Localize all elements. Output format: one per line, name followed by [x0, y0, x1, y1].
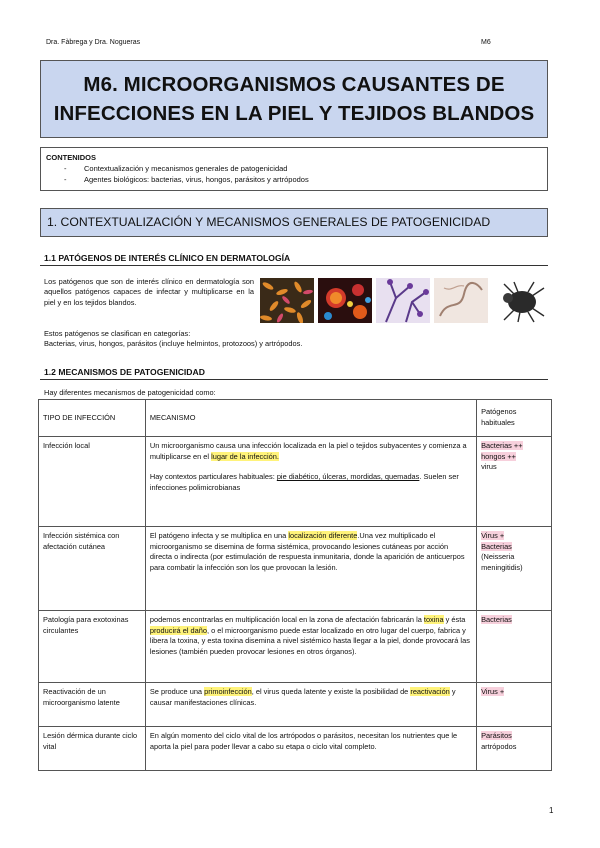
- subsection-1-1-heading: 1.1 PATÓGENOS DE INTERÉS CLÍNICO EN DERMATOLOGÍA: [44, 253, 291, 263]
- pathogen-tag: Bacterias ++: [481, 441, 523, 450]
- divider: [40, 265, 548, 266]
- cell-type: Patología para exotoxinas circulantes: [39, 611, 146, 683]
- title-line-2: INFECCIONES EN LA PIEL Y TEJIDOS BLANDOS: [53, 102, 535, 125]
- cell-type: Infección local: [39, 437, 146, 527]
- divider: [40, 379, 548, 380]
- text: y causar manifestaciones clínicas.: [149, 687, 456, 707]
- text: , el virus queda latente y existe la posibilidad de: [251, 687, 411, 696]
- highlight: reactivación: [410, 687, 450, 696]
- highlight: lugar de la infección.: [211, 451, 279, 461]
- table-row: [39, 611, 552, 683]
- section-1-heading: 1. CONTEXTUALIZACIÓN Y MECANISMOS GENERALES DE PATOGENICIDAD: [40, 208, 548, 237]
- cell-type: Reactivación de un microorganismo latente: [39, 683, 146, 727]
- cell-type: Infección sistémica con afectación cutánea: [39, 527, 146, 611]
- table-row: [39, 727, 552, 771]
- pathogen-tag: Bacterias: [481, 615, 512, 624]
- text: podemos encontrarlas en multiplicación local en la zona de afectación fabricarán la: [149, 615, 424, 624]
- text: El patógeno infecta y se multiplica en una: [149, 531, 289, 540]
- cell-pathogens: [477, 683, 552, 727]
- text: . Suelen ser infecciones polimicrobianas: [149, 472, 459, 492]
- contents-label: CONTENIDOS: [46, 153, 97, 162]
- cell-pathogens: [477, 611, 552, 683]
- table-row: [39, 437, 552, 527]
- mechanisms-table: [38, 399, 552, 771]
- arthropod-image: [492, 278, 546, 323]
- header-code: M6: [481, 39, 491, 46]
- cell-mechanism: [145, 611, 476, 683]
- pathogen-tag: Parásitos: [481, 731, 512, 740]
- text: Hay contextos particulares habituales:: [149, 472, 277, 482]
- categories-line-2: Bacterias, virus, hongos, parásitos (incluye helmintos, protozoos) y artrópodos.: [44, 339, 303, 349]
- pathogen-tag: artrópodos: [481, 741, 517, 751]
- highlight: toxina: [423, 615, 444, 624]
- table-row: [39, 527, 552, 611]
- pathogen-tag: (Neisseria meningitidis): [481, 552, 523, 572]
- cell-mechanism: [145, 527, 476, 611]
- text: .Una vez multiplicado el microorganismo se disemina de forma sistémica, provocando lesiones cutáneas por acción directa o indirecta (por estimulación de respuesta inmunitaria, donde la aparición de anticuerpos para combatir la infección son los que provocan la lesión.: [149, 531, 465, 572]
- pathogen-tag: virus: [481, 462, 497, 472]
- cell-pathogens: [477, 527, 552, 611]
- categories-paragraph: [44, 329, 544, 350]
- text: Un microorganismo causa una infección localizada en la piel o tejidos subyacentes y comienza a multiplicarse en el: [149, 441, 467, 461]
- pathogen-tag: Virus +: [481, 531, 505, 540]
- cell-mechanism: En algún momento del ciclo vital de los artrópodos o parásitos, necesitan los nutrientes que le aporta la piel para poder llevar a cabo su etapa o ciclo vital completo.: [145, 727, 476, 771]
- pathogens-paragraph: Los patógenos que son de interés clínico en dermatología son aquellos patógenos capaces de infectar y multiplicarse en la piel y en los tejidos blandos.: [44, 277, 254, 307]
- fungus-image: [376, 278, 430, 323]
- text: , o el microorganismo puede estar localizado en otro lugar del cuerpo, fabrica y libera la toxina, y esta toxina disemina a nivel sistémico hasta llegar a la piel, donde provocará las lesiones (también pueden provocar lesiones en otros órganos).: [149, 625, 470, 656]
- header-mechanism: MECANISMO: [145, 400, 476, 437]
- table-header-row: [39, 400, 552, 437]
- contents-box: [40, 147, 548, 191]
- contents-item-text: Agentes biológicos: bacterias, virus, hongos, parásitos y artrópodos: [84, 175, 309, 184]
- categories-line-1: Estos patógenos se clasifican en categorías:: [44, 329, 191, 338]
- document-title: [40, 60, 548, 138]
- text: Se produce una: [149, 687, 205, 696]
- contents-item-text: Contextualización y mecanismos generales de patogenicidad: [84, 164, 288, 173]
- mechanisms-intro: Hay diferentes mecanismos de patogenicidad como:: [44, 388, 216, 397]
- contents-item: - Contextualización y mecanismos generales de patogenicidad: [64, 164, 288, 173]
- text: y ésta: [443, 615, 466, 624]
- virus-image: [318, 278, 372, 323]
- pathogen-tag: Virus +: [481, 687, 505, 696]
- cell-pathogens: [477, 437, 552, 527]
- header-authors: Dra. Fàbrega y Dra. Nogueras: [46, 39, 141, 46]
- subsection-1-2-heading: 1.2 MECANISMOS DE PATOGENICIDAD: [44, 367, 205, 377]
- pathogen-tag: hongos ++: [481, 451, 516, 461]
- highlight: producirá el daño: [149, 625, 207, 635]
- underlined-text: pie diabético, úlceras, mordidas, quemadas: [276, 472, 420, 482]
- page-number: 1: [549, 806, 554, 815]
- title-line-1: M6. MICROORGANISMOS CAUSANTES DE: [83, 73, 505, 96]
- header-pathogens: Patógenos habituales: [477, 400, 552, 437]
- cell-mechanism: [145, 437, 476, 527]
- highlight: localización diferente: [288, 531, 358, 540]
- cell-type: Lesión dérmica durante ciclo vital: [39, 727, 146, 771]
- header-type: TIPO DE INFECCIÓN: [39, 400, 146, 437]
- parasite-image: [434, 278, 488, 323]
- highlight: primoinfección: [204, 687, 252, 696]
- table-row: [39, 683, 552, 727]
- contents-item: - Agentes biológicos: bacterias, virus, hongos, parásitos y artrópodos: [64, 175, 309, 184]
- pathogen-tag: Bacterias: [481, 541, 512, 551]
- cell-pathogens: [477, 727, 552, 771]
- cell-mechanism: [145, 683, 476, 727]
- bacteria-image: [260, 278, 314, 323]
